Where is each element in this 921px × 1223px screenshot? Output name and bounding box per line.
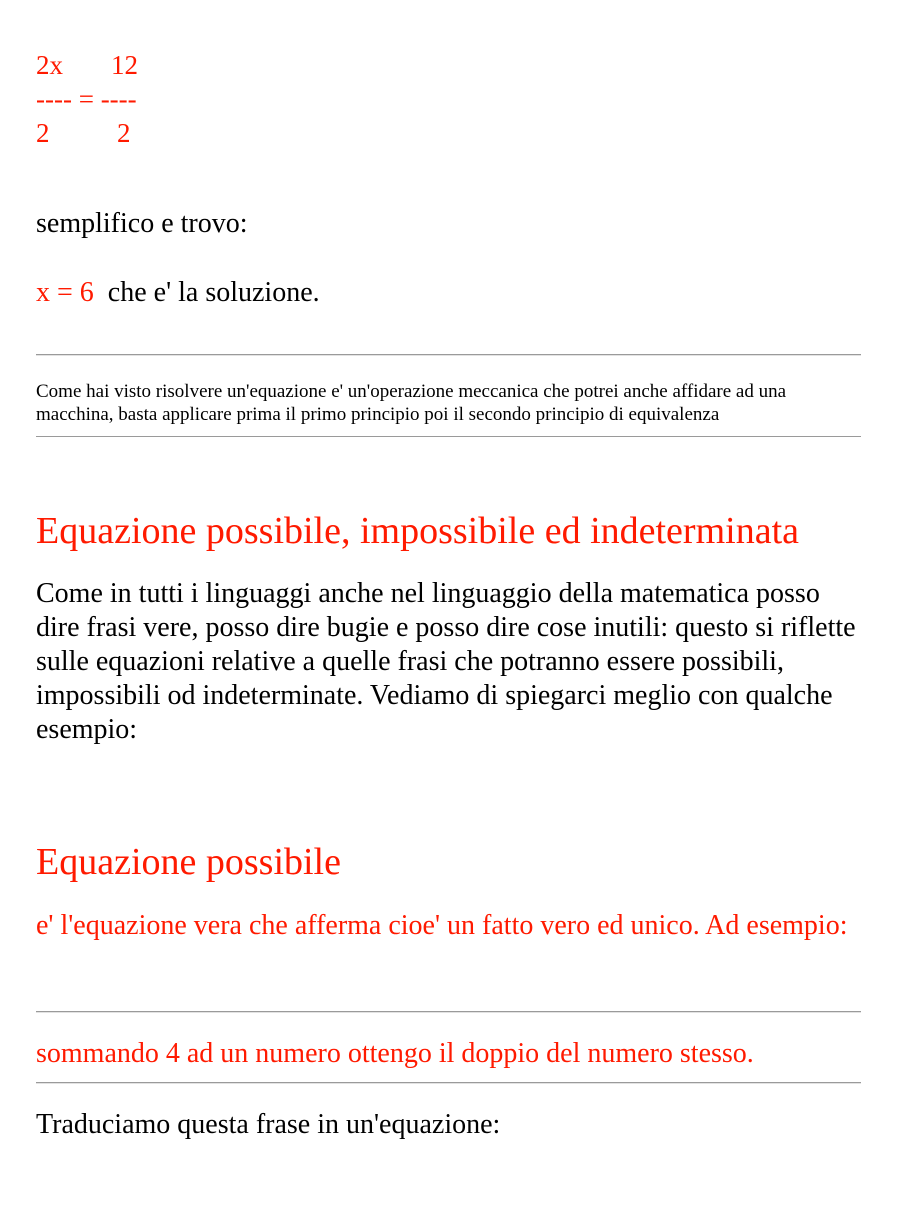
divider bbox=[36, 1011, 861, 1013]
intro-paragraph: Come in tutti i linguaggi anche nel linguaggio della matematica posso dire frasi vere, posso dire bugie e posso dire cose inutili: questo si riflette sulle equazioni relative a quelle frasi che potranno essere possibili, impossibili od indeterminate. Vediamo di spiegarci meglio con qualche esempio: bbox=[36, 578, 856, 745]
divider bbox=[36, 436, 861, 437]
example-sentence: sommando 4 ad un numero ottengo il doppio del numero stesso. bbox=[36, 1038, 754, 1069]
translate-text: Traduciamo questa frase in un'equazione: bbox=[36, 1109, 501, 1140]
mechanical-note: Come hai visto risolvere un'equazione e' un'operazione meccanica che potrei anche affidare ad una macchina, basta applicare prima il primo principio poi il secondo principio di equivalenza bbox=[36, 381, 787, 425]
solution-line bbox=[36, 276, 320, 310]
simplify-text: semplifico e trovo: bbox=[36, 208, 248, 239]
solution-text: che e' la soluzione. bbox=[107, 277, 320, 308]
denominator-right: 2 bbox=[117, 118, 131, 148]
definition-paragraph: e' l'equazione vera che afferma cioe' un fatto vero ed unico. Ad esempio: bbox=[36, 910, 848, 941]
divider bbox=[36, 1082, 861, 1084]
solution-equation: x = 6 bbox=[36, 277, 94, 308]
section-heading-possibile-impossibile: Equazione possibile, impossibile ed indeterminata bbox=[36, 510, 799, 552]
numerator-right: 12 bbox=[111, 50, 138, 80]
fraction-bar-line: ---- = ---- bbox=[36, 84, 137, 114]
divider bbox=[36, 354, 861, 356]
section-heading-equazione-possibile: Equazione possibile bbox=[36, 841, 341, 883]
numerator-left: 2x bbox=[36, 50, 63, 80]
denominator-left: 2 bbox=[36, 118, 50, 148]
